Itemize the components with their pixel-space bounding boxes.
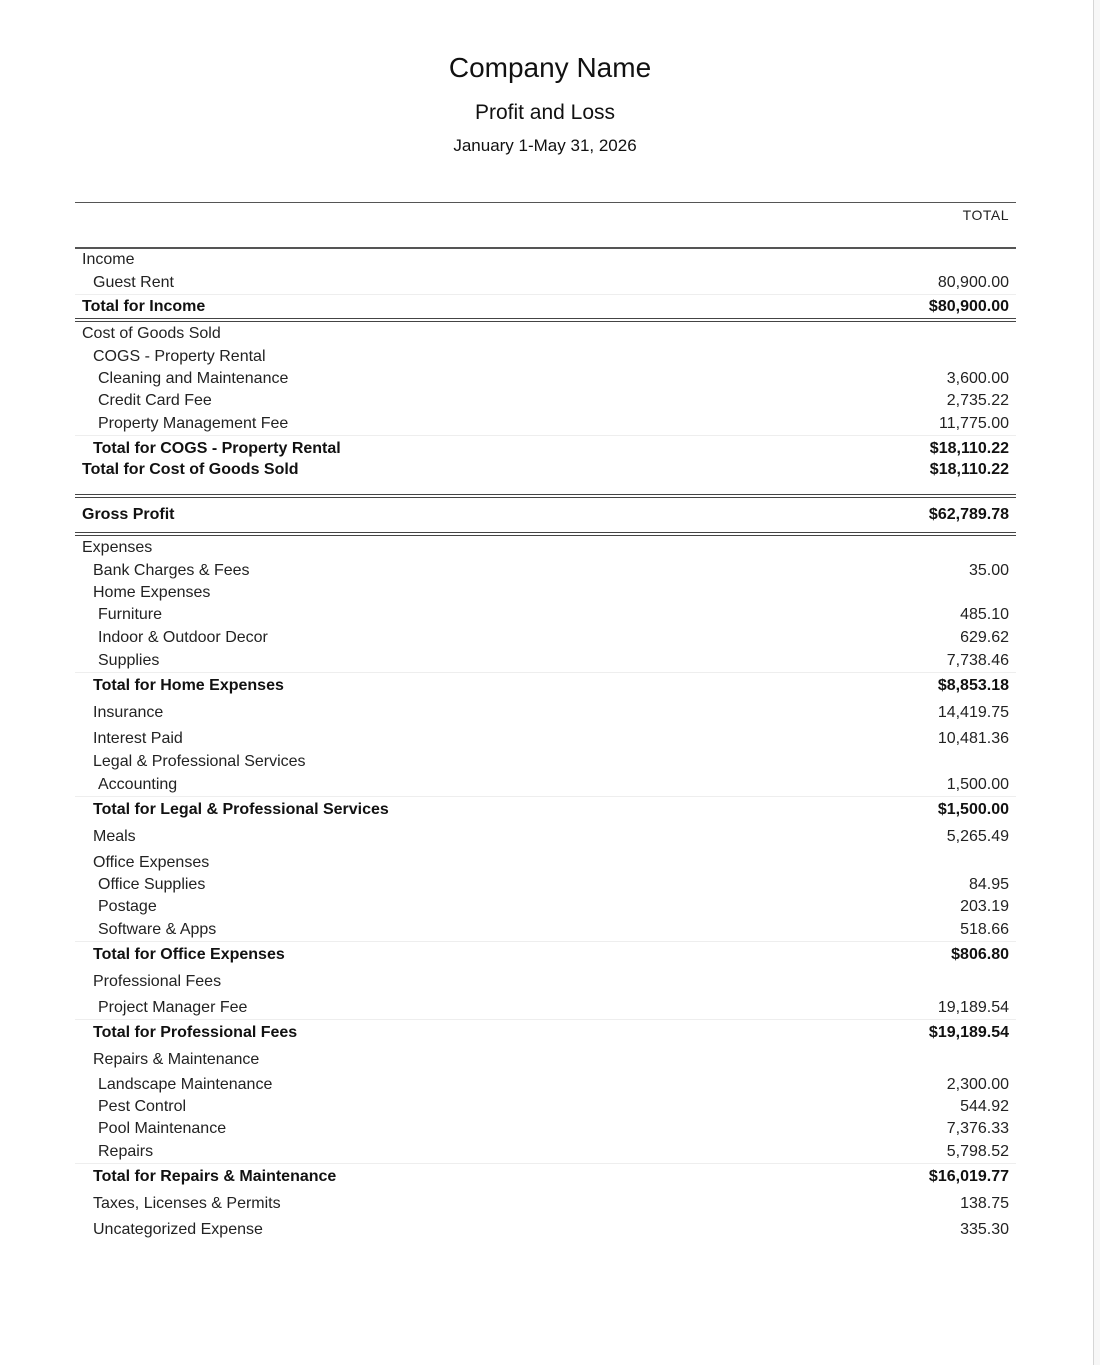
- row-amount: 203.19: [960, 898, 1009, 915]
- row-label: Accounting: [98, 775, 178, 793]
- account-row: [75, 996, 1016, 1019]
- account-row: [75, 773, 1016, 796]
- account-row: [75, 271, 1016, 294]
- row-label: Project Manager Fee: [98, 998, 248, 1016]
- row-label: Total for COGS - Property Rental: [93, 439, 341, 457]
- report-period: January 1-May 31, 2026: [453, 136, 637, 155]
- row-label: Professional Fees: [93, 972, 222, 990]
- row-label: Total for Home Expenses: [93, 676, 284, 694]
- row-label: Gross Profit: [82, 506, 175, 523]
- row-label: Interest Paid: [93, 729, 183, 747]
- section-header-row: [75, 248, 1016, 271]
- row-amount: 14,419.75: [937, 703, 1009, 721]
- row-label: Pool Maintenance: [98, 1120, 227, 1137]
- account-row: [75, 727, 1016, 750]
- row-label: Home Expenses: [93, 584, 211, 601]
- account-row: [75, 1189, 1016, 1219]
- row-label: Total for Repairs & Maintenance: [93, 1167, 337, 1185]
- row-label: COGS - Property Rental: [93, 347, 266, 365]
- section-header-row: [75, 322, 1016, 345]
- section-header-row: [75, 345, 1016, 368]
- row-amount: 544.92: [960, 1098, 1009, 1115]
- row-label: Landscape Maintenance: [98, 1076, 273, 1093]
- account-row: [75, 1118, 1016, 1140]
- row-amount: $80,900.00: [928, 297, 1009, 315]
- row-label: Cost of Goods Sold: [82, 324, 221, 342]
- section-header-row: [75, 851, 1016, 874]
- row-label: Uncategorized Expense: [93, 1221, 263, 1238]
- row-amount: $16,019.77: [928, 1167, 1009, 1185]
- section-header-row: [75, 1045, 1016, 1074]
- row-label: Total for Office Expenses: [93, 945, 285, 963]
- row-label: Meals: [93, 827, 136, 845]
- account-row: [75, 822, 1016, 851]
- column-header-top-rule: [75, 202, 1016, 203]
- account-row: [75, 1074, 1016, 1096]
- row-amount: 629.62: [960, 628, 1009, 646]
- row-label: Legal & Professional Services: [93, 752, 306, 770]
- row-amount: 84.95: [968, 876, 1009, 893]
- section-header-row: [75, 750, 1016, 773]
- row-label: Cleaning and Maintenance: [98, 370, 289, 387]
- row-label: Pest Control: [98, 1098, 187, 1115]
- section-header-row: [75, 536, 1016, 559]
- row-amount: 10,481.36: [937, 729, 1009, 747]
- row-amount: $19,189.54: [928, 1023, 1009, 1041]
- column-header-total: TOTAL: [962, 207, 1009, 223]
- account-row: [75, 1140, 1016, 1163]
- account-row: [75, 559, 1016, 582]
- total-row: [75, 498, 1016, 536]
- row-amount: 5,798.52: [946, 1142, 1009, 1160]
- row-label: Postage: [98, 898, 157, 915]
- total-row: [75, 941, 1016, 967]
- row-label: Credit Card Fee: [98, 392, 212, 409]
- row-amount: 35.00: [968, 561, 1009, 579]
- row-label: Repairs & Maintenance: [93, 1050, 260, 1068]
- account-row: [75, 874, 1016, 896]
- section-header-row: [75, 967, 1016, 996]
- total-row: [75, 796, 1016, 822]
- row-label: Insurance: [93, 703, 164, 721]
- section-header-row: [75, 582, 1016, 604]
- row-amount: 3,600.00: [946, 370, 1009, 387]
- row-label: Office Supplies: [98, 876, 206, 893]
- report-table: [75, 248, 1016, 1241]
- row-label: Guest Rent: [93, 273, 174, 291]
- row-label: Total for Professional Fees: [93, 1023, 298, 1041]
- total-row: [75, 461, 1016, 498]
- account-row: [75, 698, 1016, 727]
- total-row: [75, 1019, 1016, 1045]
- row-amount: 2,300.00: [946, 1076, 1009, 1093]
- total-row: [75, 672, 1016, 698]
- row-label: Furniture: [98, 606, 163, 623]
- total-row: [75, 294, 1016, 322]
- account-row: [75, 368, 1016, 390]
- row-amount: 19,189.54: [937, 998, 1009, 1016]
- account-row: [75, 604, 1016, 626]
- row-amount: 7,738.46: [946, 651, 1009, 669]
- row-label: Office Expenses: [93, 853, 210, 871]
- row-amount: $1,500.00: [937, 800, 1009, 818]
- row-label: Bank Charges & Fees: [93, 561, 250, 579]
- total-row: [75, 1163, 1016, 1189]
- row-amount: 138.75: [960, 1195, 1009, 1212]
- company-name: Company Name: [448, 52, 652, 83]
- account-row: [75, 390, 1016, 412]
- row-amount: 5,265.49: [946, 827, 1009, 845]
- row-amount: 11,775.00: [939, 414, 1009, 432]
- row-amount: 518.66: [960, 920, 1009, 938]
- row-label: Expenses: [82, 538, 153, 556]
- row-amount: 80,900.00: [937, 273, 1009, 291]
- row-label: Total for Legal & Professional Services: [93, 800, 389, 818]
- page-edge: [1093, 0, 1100, 1365]
- account-row: [75, 918, 1016, 941]
- row-amount: 7,376.33: [946, 1120, 1009, 1137]
- row-label: Supplies: [98, 651, 160, 669]
- total-row: [75, 435, 1016, 461]
- row-label: Repairs: [98, 1142, 154, 1160]
- row-amount: 485.10: [960, 606, 1009, 623]
- row-amount: $806.80: [951, 945, 1009, 963]
- row-amount: $8,853.18: [937, 676, 1009, 694]
- row-amount: 2,735.22: [946, 392, 1009, 409]
- row-label: Indoor & Outdoor Decor: [98, 628, 268, 646]
- account-row: [75, 896, 1016, 918]
- account-row: [75, 649, 1016, 672]
- row-label: Total for Income: [82, 297, 206, 315]
- report-title: Profit and Loss: [474, 101, 616, 124]
- row-amount: $18,110.22: [929, 461, 1009, 478]
- row-label: Property Management Fee: [98, 414, 289, 432]
- row-amount: $18,110.22: [929, 439, 1009, 457]
- account-row: [75, 626, 1016, 649]
- row-label: Software & Apps: [98, 920, 217, 938]
- row-label: Taxes, Licenses & Permits: [93, 1195, 281, 1212]
- row-label: Income: [82, 250, 135, 268]
- row-amount: $62,789.78: [928, 506, 1009, 523]
- row-amount: 335.30: [960, 1221, 1009, 1238]
- row-amount: 1,500.00: [946, 775, 1009, 793]
- account-row: [75, 1096, 1016, 1118]
- account-row: [75, 1219, 1016, 1241]
- row-label: Total for Cost of Goods Sold: [82, 461, 299, 478]
- account-row: [75, 412, 1016, 435]
